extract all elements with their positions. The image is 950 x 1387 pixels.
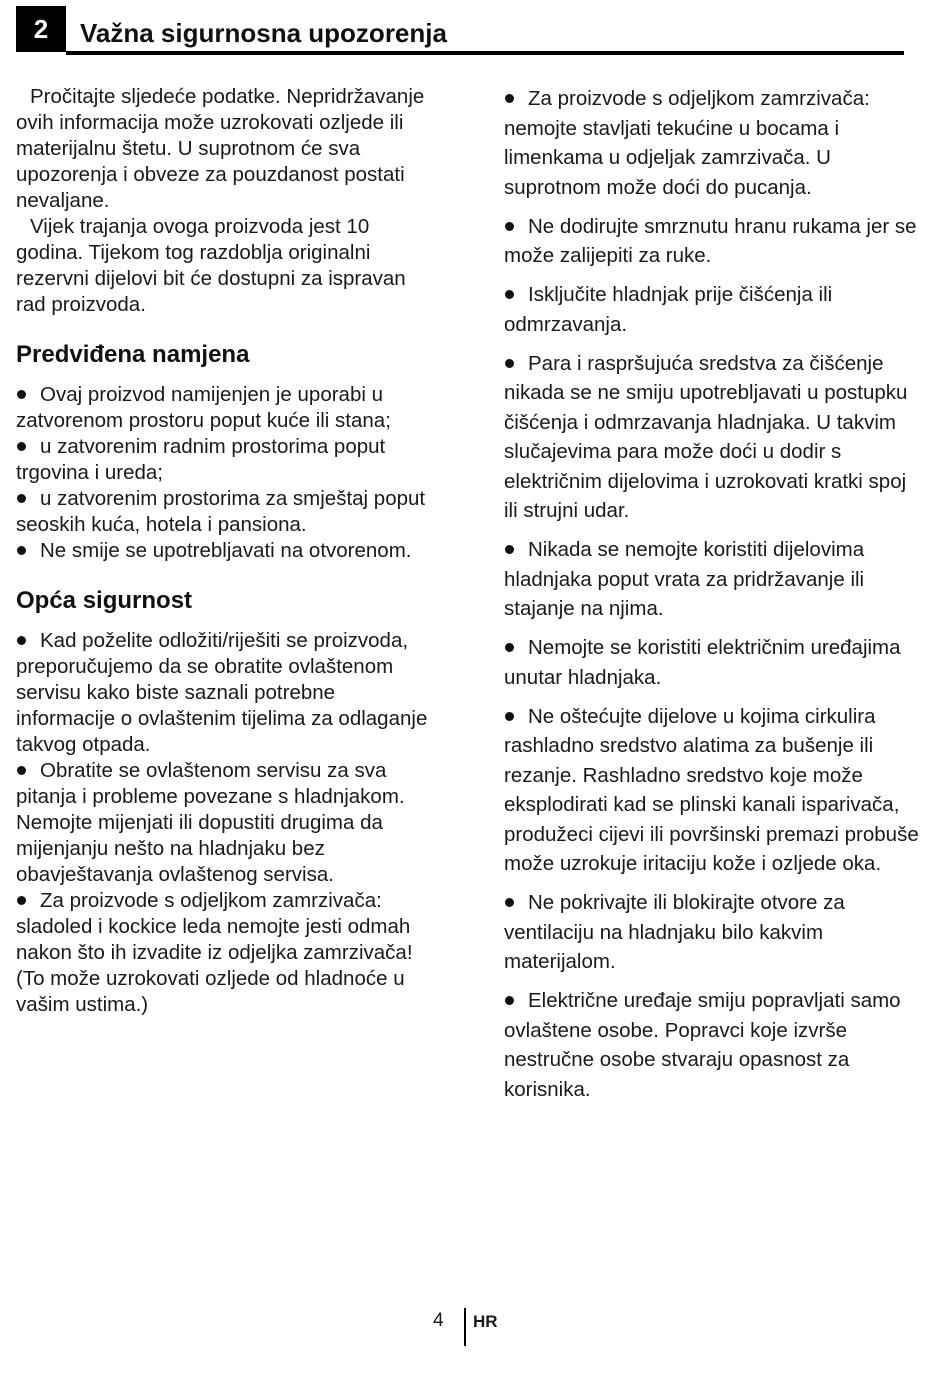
list-item: [504, 84, 924, 202]
list-item-text: Kad poželite odložiti/riješiti se proizvoda, preporučujemo da se obratite ovlaštenom servisu kako biste saznali potrebne informacije o ovlaštenim tijelima za odlaganje takvog otpada.: [16, 629, 428, 756]
list-item-text: Obratite se ovlaštenom servisu za sva pitanja i probleme povezane s hladnjakom. Nemojte mijenjati ili dopustiti drugima da mijenjanju nešto na hladnjaku bez obavještavanja ovlaštenog servisa.: [16, 759, 405, 886]
right-column: [504, 84, 924, 1114]
list-item-text: Za proizvode s odjeljkom zamrzivača: nemojte stavljati tekućine u bocama i limenkama u odjeljak zamrzivača. U suprotnom može doći do pucanja.: [504, 87, 870, 199]
list-item: [16, 758, 434, 888]
list-item: [504, 702, 924, 879]
section-heading-intended-use: Predviđena namjena: [16, 341, 250, 368]
list-item: [16, 486, 434, 538]
bullet-icon: [504, 535, 528, 565]
bullet-icon: [16, 486, 40, 512]
bullet-icon: [504, 349, 528, 379]
list-item: [16, 628, 434, 758]
list-item: [16, 538, 434, 564]
chapter-number-box: [16, 6, 66, 52]
list-item: [504, 986, 924, 1104]
bullet-icon: [16, 758, 40, 784]
bullet-icon: [504, 84, 528, 114]
list-item-text: Para i raspršujuća sredstva za čišćenje nikada se ne smiju upotrebljavati u postupku čišćenja i odmrzavanja hladnjaka. U takvim slučajevima para može doći u dodir s električnim dijelovima i uzrokovati kratki spoj ili strujni udar.: [504, 351, 908, 522]
header-rule: [66, 51, 904, 55]
list-item-text: u zatvorenim radnim prostorima poput trgovina i ureda;: [16, 435, 386, 484]
bullet-icon: [504, 888, 528, 918]
list-item: [504, 349, 924, 526]
list-item-text: Nemojte se koristiti električnim uređajima unutar hladnjaka.: [504, 636, 901, 689]
bullet-icon: [16, 434, 40, 460]
page-number: 4: [433, 1310, 444, 1331]
list-item: [504, 535, 924, 624]
page-footer: [0, 1308, 950, 1348]
list-item: [16, 888, 434, 1018]
bullet-icon: [16, 538, 40, 564]
list-item-text: Ne oštećujte dijelove u kojima cirkulira rashladno sredstvo alatima za bušenje ili rezanje. Rashladno sredstvo koje može eksplodirati kad se plinski kanali isparivača, produžeci cijevi ili površinski premazi probuše može uzrokuje iritaciju kože i ozljede oka.: [504, 704, 919, 875]
bullet-icon: [16, 382, 40, 408]
bullet-icon: [504, 633, 528, 663]
bullet-icon: [16, 888, 40, 914]
footer-divider: [464, 1308, 466, 1346]
intro-paragraph: Vijek trajanja ovoga proizvoda jest 10 godina. Tijekom tog razdoblja originalni rezervni dijelovi bit će dostupni za ispravan rad proizvoda.: [16, 215, 406, 316]
bullet-icon: [504, 280, 528, 310]
list-item: [504, 888, 924, 977]
section-heading-general-safety: Opća sigurnost: [16, 587, 193, 614]
intro-paragraph: Pročitajte sljedeće podatke. Nepridržavanje ovih informacija može uzrokovati ozljede ili materijalnu štetu. U suprotnom će sva upozorenja i obveze za pouzdanost postati nevaljane.: [16, 85, 425, 212]
list-item-text: Ne dodirujte smrznutu hranu rukama jer se može zalijepiti za ruke.: [504, 214, 917, 267]
chapter-number: 2: [33, 13, 49, 44]
list-item-text: Isključite hladnjak prije čišćenja ili odmrzavanja.: [504, 283, 833, 336]
bullet-icon: [504, 986, 528, 1016]
list-item: [16, 382, 434, 434]
list-item: [504, 280, 924, 339]
list-item-text: Za proizvode s odjeljkom zamrzivača: sladoled i kockice leda nemojte jesti odmah nakon što ih izvadite iz odjeljka zamrzivača! (To može uzrokovati ozljede od hladnoće u vašim ustima.): [16, 889, 413, 1016]
language-code: HR: [473, 1312, 498, 1331]
list-item: [504, 212, 924, 271]
list-item-text: Ovaj proizvod namijenjen je uporabi u zatvorenom prostoru poput kuće ili stana;: [16, 383, 391, 432]
list-item: [504, 633, 924, 692]
intro: [16, 84, 434, 318]
list-item-text: Ne pokrivajte ili blokirajte otvore za ventilaciju na hladnjaku bilo kakvim materijalom.: [504, 891, 845, 973]
page-title: Važna sigurnosna upozorenja: [80, 18, 447, 48]
left-column: [16, 84, 434, 1018]
bullet-icon: [504, 212, 528, 242]
list-item-text: Nikada se nemojte koristiti dijelovima hladnjaka poput vrata za pridržavanje ili stajanje na njima.: [504, 538, 865, 620]
list-item-text: u zatvorenim prostorima za smještaj poput seoskih kuća, hotela i pansiona.: [16, 487, 426, 536]
list-item-text: Električne uređaje smiju popravljati samo ovlaštene osobe. Popravci koje izvrše nestručne osobe stvaraju opasnost za korisnika.: [504, 989, 901, 1101]
bullet-icon: [504, 702, 528, 732]
bullet-icon: [16, 628, 40, 654]
list-item-text: Ne smije se upotrebljavati na otvorenom.: [40, 539, 412, 562]
list-item: [16, 434, 434, 486]
